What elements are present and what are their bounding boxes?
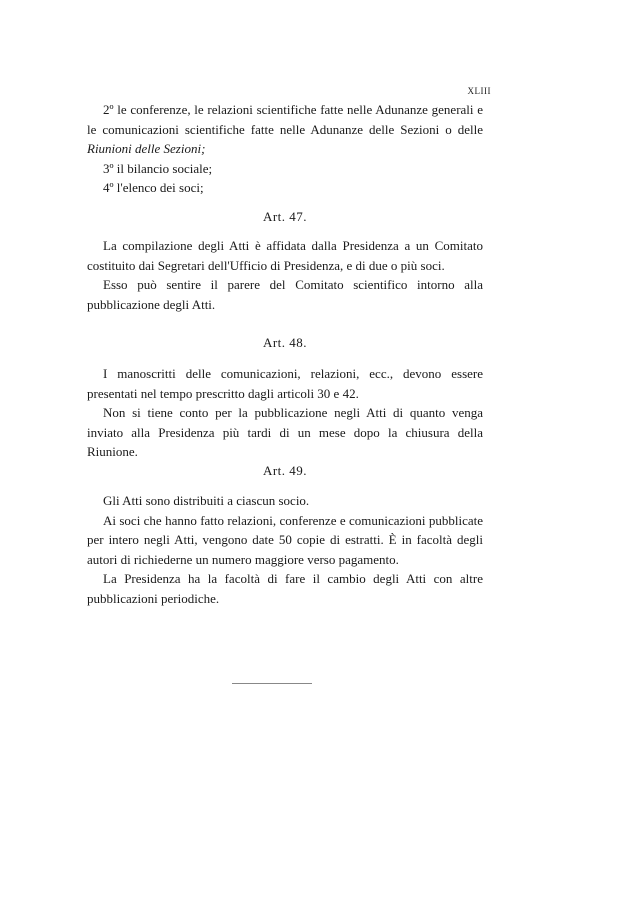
list-item-2: [87, 100, 483, 159]
art-48-body: [87, 364, 483, 462]
art-47-paragraph-1: La compilazione degli Atti è affidata dalla Presidenza a un Comitato costituito dai Segretari dell'Ufficio di Presidenza, e di due o più soci.: [87, 238, 483, 273]
art-48-paragraph-2: Non si tiene conto per la pubblicazione negli Atti di quanto venga inviato alla Presidenza più tardi di un mese dopo la chiusura della Riunione.: [87, 405, 483, 459]
list-item-4: 4º l'elenco dei soci;: [103, 180, 204, 195]
art-49-paragraph-3: La Presidenza ha la facoltà di fare il cambio degli Atti con altre pubblicazioni periodiche.: [87, 571, 483, 606]
art-47-paragraph-2: Esso può sentire il parere del Comitato scientifico intorno alla pubblicazione degli Atti.: [87, 277, 483, 312]
art-49-heading: Art. 49.: [262, 463, 308, 478]
art-48-heading: Art. 48.: [262, 335, 308, 350]
item2-italic: Riunioni delle Sezioni;: [87, 141, 206, 156]
list-item-3: 3º il bilancio sociale;: [103, 160, 213, 176]
art-49-body: [87, 491, 483, 608]
art-48-paragraph-1: I manoscritti delle comunicazioni, relazioni, ecc., devono essere presentati nel tempo prescritto dagli articoli 30 e 42.: [87, 366, 483, 401]
intro-list: [87, 100, 483, 198]
art-47-body: [87, 236, 483, 314]
art-49-paragraph-2: Ai soci che hanno fatto relazioni, conferenze e comunicazioni pubblicate per intero negli Atti, vengono date 50 copie di estratti. È in facoltà degli autori di richiederne un numero maggiore verso pagamento.: [87, 512, 483, 567]
end-rule: [232, 683, 312, 684]
art-47-heading: Art. 47.: [262, 209, 308, 224]
art-49-paragraph-1: Gli Atti sono distribuiti a ciascun socio.: [103, 493, 310, 508]
page-number: XLIII: [467, 86, 491, 96]
item2-text: 2º le conferenze, le relazioni scientifiche fatte nelle Adunanze generali e le comunicazioni scientifiche fatte nelle Adunanze delle Sezioni o delle: [87, 102, 483, 137]
